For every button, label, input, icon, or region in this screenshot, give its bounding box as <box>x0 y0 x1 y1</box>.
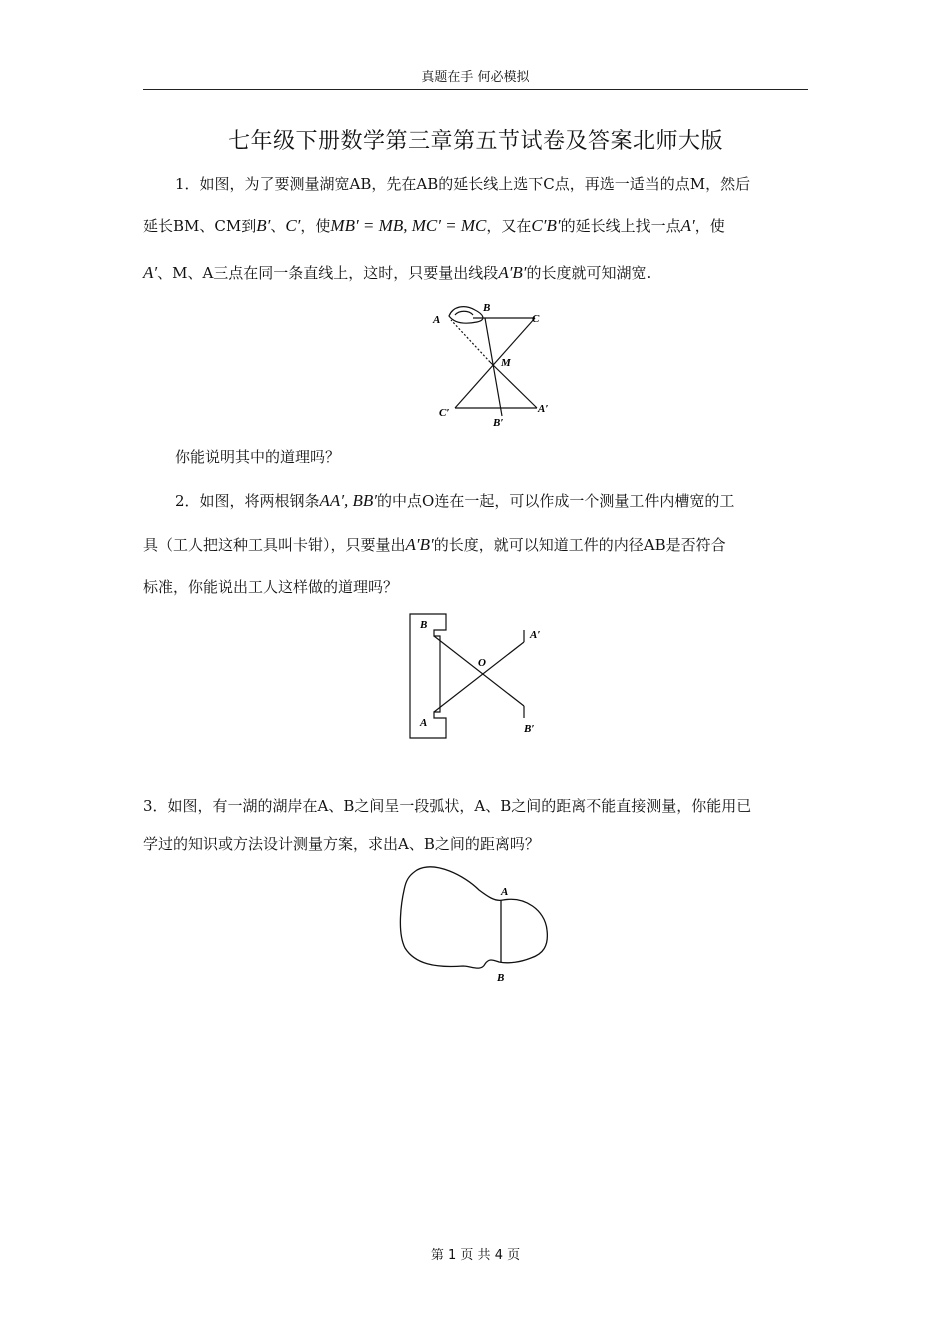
header-divider <box>143 89 808 90</box>
q1-line1 <box>143 160 813 208</box>
page-title: 七年级下册数学第三章第五节试卷及答案北师大版 <box>227 129 723 154</box>
q3-label-a: A <box>501 886 509 898</box>
q1-question <box>143 433 813 481</box>
q3-text: 学过的知识或方法设计测量方案，求出A、B之间的距离吗？ <box>143 835 540 853</box>
q1-lake-inner <box>455 311 473 315</box>
q1-math: C′B′ <box>531 216 561 235</box>
q1-math: A′ <box>680 216 695 235</box>
q2-workpiece <box>410 614 446 738</box>
q1-lake-shape <box>449 307 483 323</box>
q2-text: 的长度，就可以知道工件的内径AB是否符合 <box>433 536 726 554</box>
q3-lake-shape <box>400 867 547 968</box>
q1-line3 <box>143 249 813 297</box>
q1-text: 的延长线上找一点 <box>560 217 681 235</box>
q1-label-a: A <box>433 314 441 326</box>
q2-text: 标准，你能说出工人这样做的道理吗？ <box>143 578 399 596</box>
q2-label-b-prime: B′ <box>524 723 535 735</box>
q2-line3 <box>143 563 813 611</box>
q2-math: A′B′ <box>405 535 434 554</box>
q1-text: ，使 <box>694 217 725 235</box>
q1-math: MB′ = MB, MC′ = MC <box>330 216 487 235</box>
q2-label-b: B <box>420 619 428 631</box>
q1-math: B′ <box>256 216 271 235</box>
q1-label-m: M <box>501 357 511 369</box>
q1-text: ，使 <box>300 217 331 235</box>
q2-label-a: A <box>420 717 428 729</box>
q2-line1 <box>143 477 813 525</box>
q1-line-ma-dotted <box>451 320 490 362</box>
page-header: 真题在手 何必模拟 <box>421 70 530 85</box>
q1-label-a-prime: A′ <box>538 403 549 415</box>
q1-line2 <box>143 202 813 250</box>
q3-figure-lake <box>395 862 555 986</box>
q1-text: ，又在 <box>486 217 532 235</box>
q2-math: AA′, BB′ <box>319 491 378 510</box>
q2-text: 2．如图，将两根钢条 <box>175 492 320 510</box>
q2-text: 具（工人把这种工具叫卡钳），只要量出 <box>143 536 406 554</box>
q1-math: A′B′ <box>498 263 527 282</box>
q1-text: 延长BM、CM到 <box>143 217 257 235</box>
q1-figure-lake-triangles <box>425 296 565 432</box>
q2-figure-caliper <box>400 608 560 744</box>
q3-text: 3．如图，有一湖的湖岸在A、B之间呈一段弧状，A、B之间的距离不能直接测量，你能用已 <box>143 797 752 815</box>
q1-line-bb1 <box>485 318 502 416</box>
q2-text: 的中点O连在一起，可以作成一个测量工件内槽宽的工 <box>377 492 735 510</box>
q2-label-o: O <box>478 657 486 669</box>
q1-label-c: C <box>532 313 540 325</box>
q1-text: 、M、A三点在同一条直线上，这时，只要量出线段 <box>157 264 499 282</box>
q1-math: A′ <box>143 263 158 282</box>
page-footer: 第 1 页 共 4 页 <box>430 1248 521 1263</box>
q1-question-text: 你能说明其中的道理吗？ <box>175 448 341 466</box>
q2-bar-bb1 <box>434 636 524 706</box>
q3-label-b: B <box>497 972 505 984</box>
q2-bar-aa1 <box>434 642 524 712</box>
q1-text: 的长度就可知湖宽. <box>526 264 652 282</box>
q1-label-c-prime: C′ <box>439 407 450 419</box>
q1-text: 、 <box>270 217 286 235</box>
q1-math: C′ <box>285 216 301 235</box>
q1-label-b-prime: B′ <box>493 417 504 429</box>
q1-label-b: B <box>483 302 491 314</box>
q1-line1-text: 1．如图，为了要测量湖宽AB，先在AB的延长线上选下C点，再选一适当的点M，然后 <box>175 175 751 193</box>
q2-label-a-prime: A′ <box>530 629 541 641</box>
q2-line2 <box>143 521 813 569</box>
q3-line2 <box>143 820 813 868</box>
